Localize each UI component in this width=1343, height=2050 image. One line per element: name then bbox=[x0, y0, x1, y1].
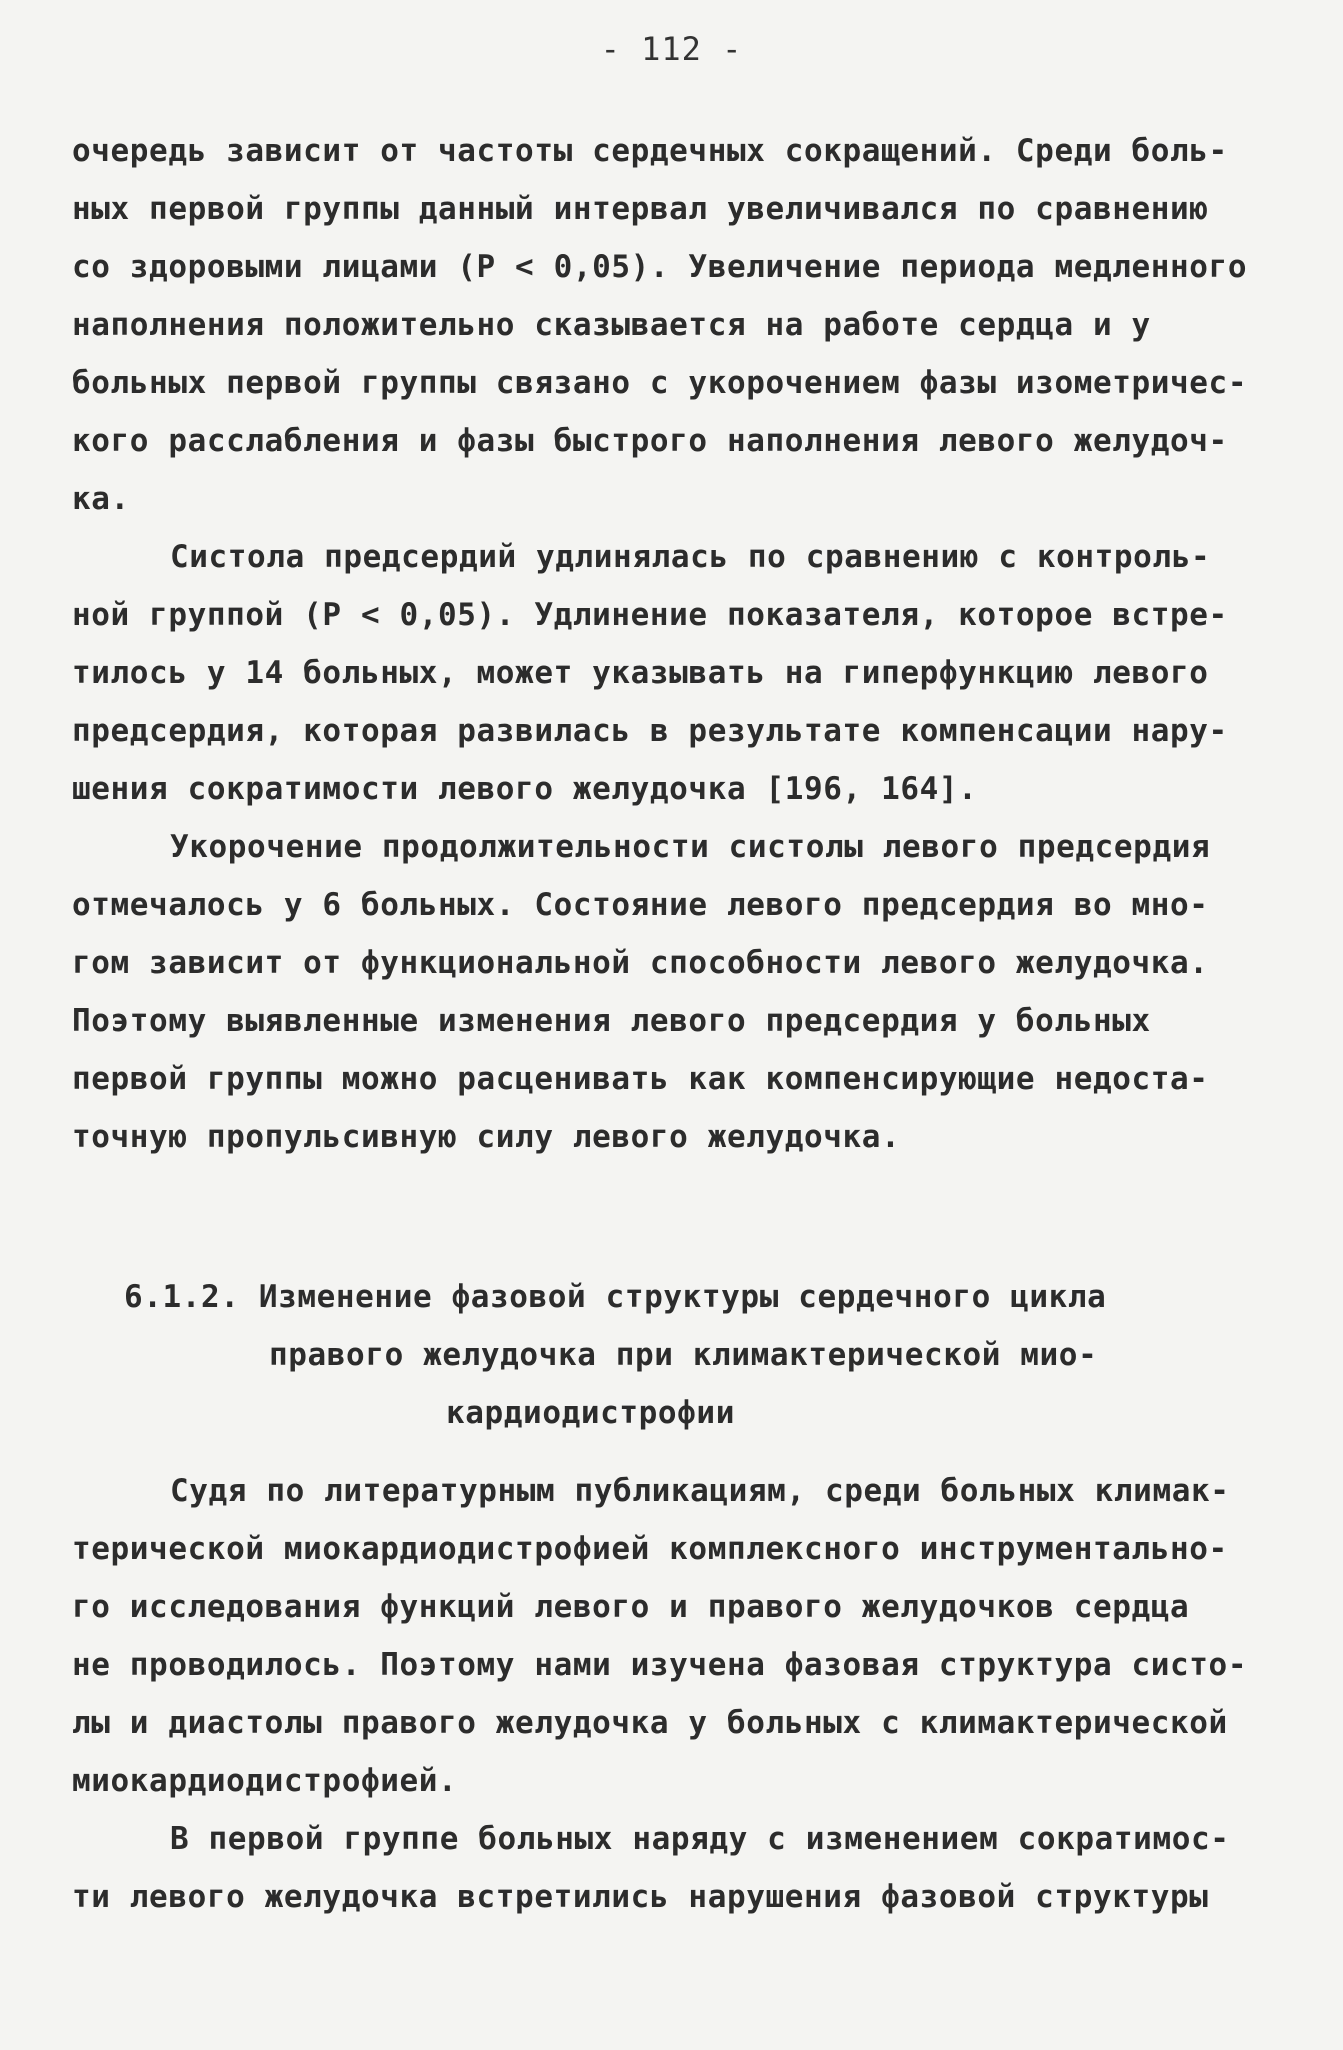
text-line: ка. bbox=[72, 481, 130, 517]
text-line: лы и диастолы правого желудочка у больных с климактерической bbox=[72, 1705, 1228, 1741]
section-heading bbox=[124, 1268, 1274, 1442]
text-line: точную пропульсивную силу левого желудочка. bbox=[72, 1119, 901, 1155]
text-line: терической миокардиодистрофией комплексного инструментально- bbox=[72, 1531, 1228, 1567]
text-line: ных первой группы данный интервал увеличивался по сравнению bbox=[72, 191, 1209, 227]
text-line: ти левого желудочка встретились нарушения фазовой структуры bbox=[72, 1879, 1209, 1915]
text-line: ной группой (P < 0,05). Удлинение показателя, которое встре- bbox=[72, 597, 1228, 633]
text-line: миокардиодистрофией. bbox=[72, 1763, 458, 1799]
text-line: Систола предсердий удлинялась по сравнению с контроль- bbox=[170, 539, 1211, 575]
text-line: тилось у 14 больных, может указывать на гиперфункцию левого bbox=[72, 655, 1209, 691]
page-number: - 112 - bbox=[600, 30, 743, 68]
paragraph-5 bbox=[72, 1810, 1282, 1926]
text-line: В первой группе больных наряду с изменением сократимос- bbox=[170, 1821, 1230, 1857]
text-line: Поэтому выявленные изменения левого предсердия у больных bbox=[72, 1003, 1151, 1039]
body-text-lower bbox=[72, 1462, 1282, 1926]
paragraph-3 bbox=[72, 818, 1282, 1166]
text-line: больных первой группы связано с укорочением фазы изометричес- bbox=[72, 365, 1248, 401]
text-line: не проводилось. Поэтому нами изучена фазовая структура систо- bbox=[72, 1647, 1248, 1683]
text-line: го исследования функций левого и правого желудочков сердца bbox=[72, 1589, 1190, 1625]
text-line: предсердия, которая развилась в результате компенсации нару- bbox=[72, 713, 1228, 749]
text-line: Укорочение продолжительности систолы левого предсердия bbox=[170, 829, 1211, 865]
text-line: Судя по литературным публикациям, среди больных климак- bbox=[170, 1473, 1230, 1509]
text-line: со здоровыми лицами (P < 0,05). Увеличение периода медленного bbox=[72, 249, 1248, 285]
text-line: очередь зависит от частоты сердечных сокращений. Среди боль- bbox=[72, 133, 1228, 169]
heading-line: кардиодистрофии bbox=[446, 1395, 735, 1431]
heading-line: правого желудочка при климактерической мио- bbox=[269, 1337, 1098, 1373]
paragraph-2 bbox=[72, 528, 1282, 818]
paragraph-4 bbox=[72, 1462, 1282, 1810]
heading-line: 6.1.2. Изменение фазовой структуры сердечного цикла bbox=[124, 1279, 1107, 1315]
paragraph-1 bbox=[72, 122, 1282, 528]
text-line: гом зависит от функциональной способности левого желудочка. bbox=[72, 945, 1209, 981]
text-line: наполнения положительно сказывается на работе сердца и у bbox=[72, 307, 1151, 343]
text-line: отмечалось у 6 больных. Состояние левого предсердия во мно- bbox=[72, 887, 1209, 923]
body-text-upper bbox=[72, 122, 1282, 1166]
text-line: шения сократимости левого желудочка [196, 164]. bbox=[72, 771, 978, 807]
text-line: кого расслабления и фазы быстрого наполнения левого желудоч- bbox=[72, 423, 1228, 459]
text-line: первой группы можно расценивать как компенсирующие недоста- bbox=[72, 1061, 1209, 1097]
